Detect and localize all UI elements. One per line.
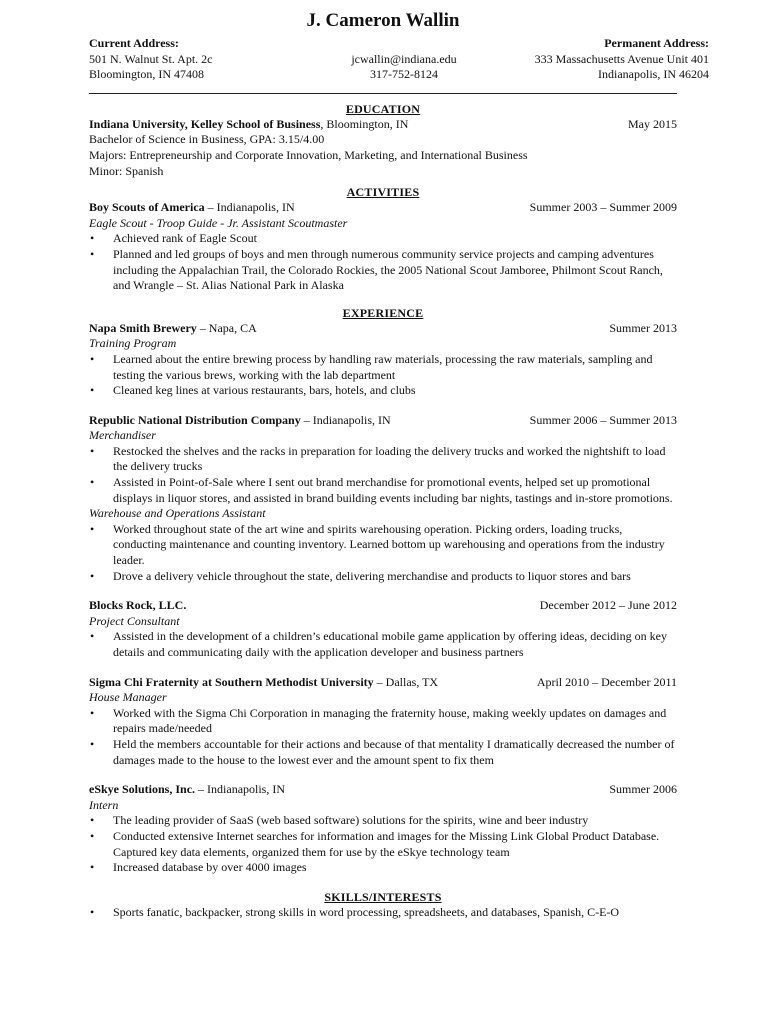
job-bullets <box>89 352 677 399</box>
activity-bullets <box>89 231 677 293</box>
bullet-icon: • <box>90 736 95 751</box>
activity-org: Boy Scouts of America <box>89 200 205 215</box>
list-item: • Worked with the Sigma Chi Corporation in managing the fraternity house, making weekly updates on damages and repairs made/needed <box>90 705 667 736</box>
list-item: • Restocked the shelves and the racks in preparation for loading the delivery trucks and worked the nightshift to load the delivery trucks <box>90 443 666 474</box>
job-role: House Manager <box>89 690 167 705</box>
school-name: Indiana University, Kelley School of Business <box>89 116 321 131</box>
job-header-row <box>89 675 677 691</box>
job-location: – Napa, CA <box>196 320 257 335</box>
list-item: • Planned and led groups of boys and men through numerous community service projects and camping adventures including the Appalachian Trail, the Colorado Rockies, the 2005 National Scout Jamboree, Philmont Scout Ranch, and Wrangle – St. Alias National Park in Alaska <box>90 246 663 293</box>
permanent-address-line2: Indianapolis, IN 46204 <box>598 67 709 82</box>
phone-number: 317-752-8124 <box>370 67 438 82</box>
bullet-icon: • <box>90 521 95 536</box>
job-date: Summer 2006 – Summer 2013 <box>529 412 677 427</box>
skills-bullets <box>89 905 677 921</box>
bullet-icon: • <box>90 705 95 720</box>
bullet-icon: • <box>90 904 95 919</box>
job-location: – Dallas, TX <box>373 674 439 689</box>
bullet-icon: • <box>90 231 95 246</box>
bullet-icon: • <box>90 860 95 875</box>
job-date: December 2012 – June 2012 <box>539 598 677 613</box>
list-item: • Cleaned keg lines at various restaurants, bars, hotels, and clubs <box>90 383 416 398</box>
list-item: • Assisted in Point-of-Sale where I sent out brand merchandise for promotional events, helped set up promotional displays in liquor stores, and assisted in brand building events including bar nights, tastings and in-store promotions. <box>90 475 673 505</box>
list-item: • Increased database by over 4000 images <box>90 860 307 875</box>
activity-date: Summer 2003 – Summer 2009 <box>529 200 677 215</box>
school-location: , Bloomington, IN <box>320 116 409 131</box>
permanent-address <box>489 36 709 83</box>
resume-page <box>89 10 709 920</box>
job-header-row <box>89 413 677 429</box>
education-heading: EDUCATION <box>345 101 421 116</box>
contact-info <box>289 36 489 83</box>
list-item: • Achieved rank of Eagle Scout <box>90 231 257 246</box>
job-bullets <box>89 813 677 875</box>
education-date: May 2015 <box>628 116 677 131</box>
job-org: Republic National Distribution Company <box>89 412 301 427</box>
skills-heading: SKILLS/INTERESTS <box>324 889 442 904</box>
list-item: • Held the members accountable for their actions and because of that mentality I dramatically decreased the number of damages made to the house to the lowest ever and the amount spent to fix them <box>90 736 675 767</box>
permanent-address-line1: 333 Massachusetts Avenue Unit 401 <box>534 51 709 66</box>
list-item: • Conducted extensive Internet searches for information and images for the Missing Link Global Product Database. Captured key data elements, organized them for use by the eSkye technology team <box>90 828 660 859</box>
job-org: Sigma Chi Fraternity at Southern Methodist University <box>89 674 374 689</box>
job-role-secondary: Warehouse and Operations Assistant <box>89 506 266 521</box>
bullet-icon: • <box>90 568 95 583</box>
education-header-row <box>89 117 677 133</box>
job-bullets <box>89 444 677 506</box>
current-address <box>89 36 289 83</box>
job-bullets <box>89 629 677 660</box>
degree-line: Bachelor of Science in Business, GPA: 3.15/4.00 <box>89 132 325 147</box>
minor-line: Minor: Spanish <box>89 163 164 178</box>
job-role: Intern <box>89 797 119 812</box>
activity-role: Eagle Scout - Troop Guide - Jr. Assistant Scoutmaster <box>89 215 348 230</box>
list-item: • Sports fanatic, backpacker, strong skills in word processing, spreadsheets, and databases, Spanish, C-E-O <box>90 904 620 919</box>
bullet-icon: • <box>90 828 95 843</box>
current-address-line2: Bloomington, IN 47408 <box>89 67 205 82</box>
experience-heading: EXPERIENCE <box>342 305 424 320</box>
list-item: • Assisted in the development of a children’s educational mobile game application by offering ideas, deciding on key details and communicating daily with the application developer and business partners <box>90 629 667 659</box>
job-location: – Indianapolis, IN <box>195 782 286 797</box>
list-item: • The leading provider of SaaS (web based software) solutions for the spirits, wine and beer industry <box>90 813 589 828</box>
bullet-icon: • <box>90 246 95 261</box>
job-location: – Indianapolis, IN <box>300 412 391 427</box>
job-org: Napa Smith Brewery <box>89 320 197 335</box>
job-bullets <box>89 706 677 768</box>
job-date: April 2010 – December 2011 <box>536 674 677 689</box>
job-role: Merchandiser <box>89 428 156 443</box>
bullet-icon: • <box>90 383 95 398</box>
current-address-line1: 501 N. Walnut St. Apt. 2c <box>89 51 213 66</box>
bullet-icon: • <box>90 629 95 644</box>
majors-line: Majors: Entrepreneurship and Corporate Innovation, Marketing, and International Business <box>89 147 528 162</box>
header-divider <box>89 93 677 94</box>
job-role: Project Consultant <box>89 613 180 628</box>
bullet-icon: • <box>90 351 95 366</box>
job-date: Summer 2013 <box>609 320 677 335</box>
job-header-row <box>89 321 677 337</box>
job-date: Summer 2006 <box>609 782 677 797</box>
email-address: jcwallin@indiana.edu <box>351 51 457 66</box>
job-bullets-secondary <box>89 522 677 584</box>
job-org: Blocks Rock, LLC. <box>89 598 187 613</box>
job-header-row <box>89 598 677 614</box>
current-address-label: Current Address: <box>89 36 179 50</box>
contact-block <box>89 36 709 83</box>
list-item: • Drove a delivery vehicle throughout the state, delivering merchandise and products to liquor stores and bars <box>90 568 631 583</box>
list-item: • Worked throughout state of the art wine and spirits warehousing operation. Picking orders, loading trucks, conducting maintenance and counting inventory. Learned bottom up warehousing and operations from the industry leader. <box>90 521 665 568</box>
list-item: • Learned about the entire brewing process by handling raw materials, processing the raw materials, sampling and testing the various brews, working with the lab department <box>90 351 653 382</box>
job-org: eSkye Solutions, Inc. <box>89 782 196 797</box>
bullet-icon: • <box>90 443 95 458</box>
permanent-address-label: Permanent Address: <box>604 36 709 50</box>
candidate-name: J. Cameron Wallin <box>306 10 460 31</box>
job-role: Training Program <box>89 336 177 351</box>
bullet-icon: • <box>90 813 95 828</box>
activity-location: – Indianapolis, IN <box>204 200 295 215</box>
activity-header-row <box>89 200 677 216</box>
job-header-row <box>89 782 677 798</box>
activities-heading: ACTIVITIES <box>346 185 420 200</box>
bullet-icon: • <box>90 475 95 490</box>
